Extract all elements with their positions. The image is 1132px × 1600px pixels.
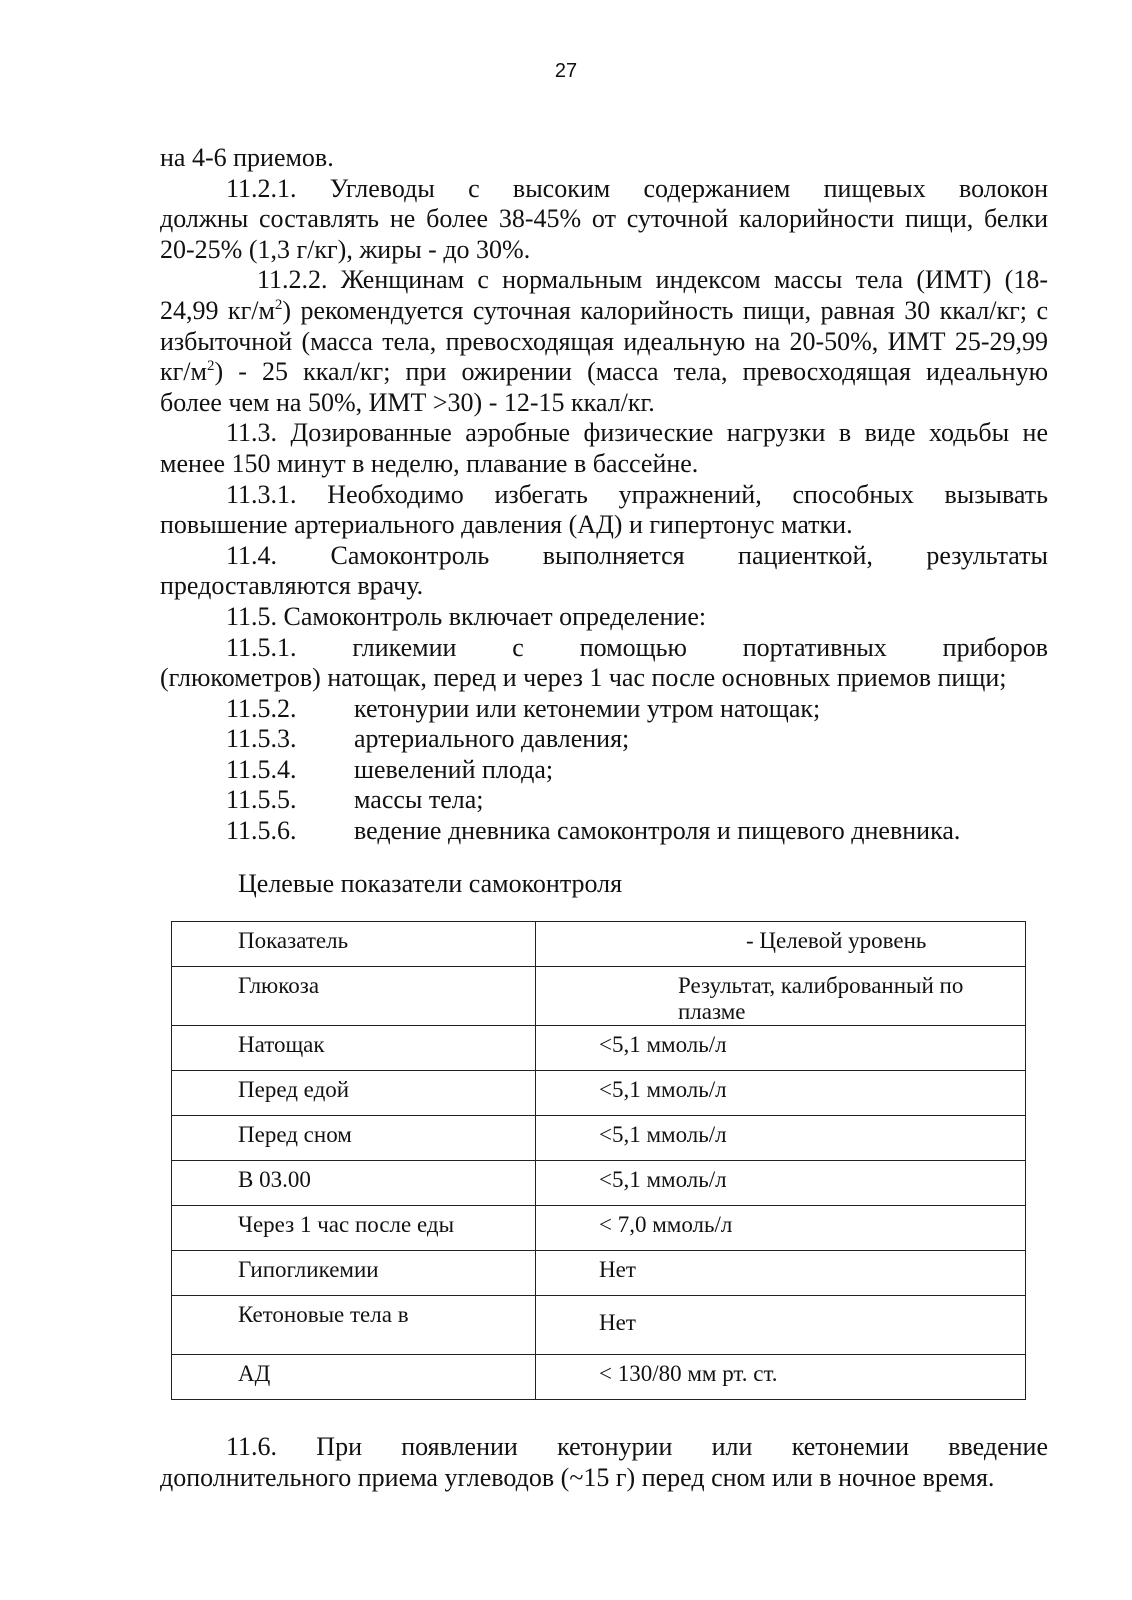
list-item-number: 11.5.2.: [226, 693, 297, 723]
paragraph-11-5: 11.5. Самоконтроль включает определение:: [226, 601, 707, 631]
paragraph-11-3-1: [160, 480, 1048, 541]
paragraph-continuation: на 4-6 приемов.: [160, 143, 334, 172]
table-cell-target: < 7,0 ммоль/л: [536, 1206, 1026, 1251]
paragraph-11-4: [160, 541, 1048, 602]
table-row: [172, 1026, 1026, 1071]
table-row: [172, 1161, 1026, 1206]
text-line: 11.2.1. Углеводы с высоким содержанием пищевых волокон: [226, 173, 1048, 203]
text-line: дополнительного приема углеводов (~15 г) перед сном или в ночное время.: [160, 1462, 995, 1492]
table-cell-target: Нет: [536, 1251, 1026, 1296]
list-item-text: шевелений плода;: [354, 754, 554, 784]
text-line: менее 150 минут в неделю, плавание в бассейне.: [160, 448, 699, 478]
table-cell-indicator: АД: [172, 1355, 536, 1400]
text-segment: ) - 25 ккал/кг; при ожирении (масса тела, превосходящая идеальную: [214, 357, 1048, 387]
list-item-text: артериального давления;: [354, 724, 630, 754]
list-item-number: 11.5.3.: [226, 724, 297, 754]
text-segment: ) рекомендуется суточная калорийность пищи, равная 30 ккал/кг; с: [282, 295, 1048, 325]
table-cell-indicator: В 03.00: [172, 1161, 536, 1206]
list-item-text: кетонурии или кетонемии утром натощак;: [354, 693, 821, 723]
targets-table: [171, 921, 1026, 1400]
text-line: должны составлять не более 38-45% от суточной калорийности пищи, белки: [160, 204, 1048, 234]
table-row: [172, 1251, 1026, 1296]
table-row: [172, 967, 1026, 1026]
list-item-number: 11.5.4.: [226, 754, 297, 784]
text-line: более чем на 50%, ИМТ >30) - 12-15 ккал/кг.: [160, 387, 655, 417]
text-line: 11.6. При появлении кетонурии или кетонемии введение: [226, 1432, 1048, 1462]
list-item: [160, 785, 1048, 816]
text-line: 11.2.2. Женщинам с нормальным индексом массы тела (ИМТ) (18-: [257, 265, 1048, 295]
list-item-number: 11.5.6.: [226, 816, 297, 846]
table-row: [172, 1206, 1026, 1251]
paragraph-11-5-1: [160, 633, 1048, 694]
text-segment: кг/м: [160, 357, 207, 387]
list-item-text: ведение дневника самоконтроля и пищевого дневника.: [354, 816, 961, 846]
text-line: предоставляются врачу.: [160, 571, 424, 601]
table-cell-indicator: Глюкоза: [172, 967, 536, 1026]
table-cell-indicator: Натощак: [172, 1026, 536, 1071]
page-number: 27: [554, 60, 578, 82]
table-row: [172, 1355, 1026, 1400]
table-cell-indicator: Гипогликемии: [172, 1251, 536, 1296]
table-cell-indicator: Кетоновые тела в: [172, 1296, 536, 1355]
self-control-list: [160, 694, 1048, 847]
text-line: [160, 296, 1048, 327]
document-body: [160, 143, 1048, 1493]
text-line: избыточной (масса тела, превосходящая идеальную на 20-50%, ИМТ 25-29,99: [160, 326, 1048, 356]
list-item: [160, 694, 1048, 725]
table-cell-target: <5,1 ммоль/л: [536, 1116, 1026, 1161]
paragraph-11-2-2: [160, 265, 1048, 418]
text-line: 11.4. Самоконтроль выполняется пациенткой, результаты: [226, 540, 1048, 570]
paragraph-11-6: [160, 1432, 1048, 1493]
superscript: 2: [274, 296, 283, 313]
table-cell-indicator: Перед едой: [172, 1071, 536, 1116]
text-line: повышение артериального давления (АД) и гипертонус матки.: [160, 510, 853, 540]
text-line: 11.3.1. Необходимо избегать упражнений, способных вызывать: [226, 479, 1048, 509]
table-cell-target: <5,1 ммоль/л: [536, 1161, 1026, 1206]
text-line: 11.3. Дозированные аэробные физические нагрузки в виде ходьбы не: [226, 418, 1048, 448]
table-cell-indicator: Через 1 час после еды: [172, 1206, 536, 1251]
text-line: (глюкометров) натощак, перед и через 1 час после основных приемов пищи;: [160, 663, 1007, 693]
table-title: Целевые показатели самоконтроля: [238, 868, 623, 898]
superscript: 2: [206, 358, 215, 375]
table-cell-target: Нет: [536, 1296, 1026, 1355]
table-cell-indicator: Перед сном: [172, 1116, 536, 1161]
list-item-text: массы тела;: [354, 785, 484, 815]
table-cell-target: <5,1 ммоль/л: [536, 1026, 1026, 1071]
table-header-row: [172, 922, 1026, 967]
table-header-cell: - Целевой уровень: [536, 922, 1026, 967]
table-cell-target: < 130/80 мм рт. ст.: [536, 1355, 1026, 1400]
table-cell-target: <5,1 ммоль/л: [536, 1071, 1026, 1116]
table-row: [172, 1071, 1026, 1116]
table-row: [172, 1296, 1026, 1355]
list-item-number: 11.5.5.: [226, 785, 297, 815]
text-line: 20-25% (1,3 г/кг), жиры - до 30%.: [160, 234, 531, 264]
list-item: [160, 816, 1048, 847]
text-segment: 24,99 кг/м: [160, 295, 275, 325]
text-line: [160, 357, 1048, 388]
paragraph-11-2-1: [160, 174, 1048, 266]
list-item: [160, 755, 1048, 786]
paragraph-11-3: [160, 418, 1048, 479]
table-cell-target: Результат, калиброванный по плазме: [536, 967, 1026, 1026]
table-header-cell: Показатель: [172, 922, 536, 967]
text-line: 11.5.1. гликемии с помощью портативных приборов: [226, 632, 1048, 662]
table-row: [172, 1116, 1026, 1161]
list-item: [160, 724, 1048, 755]
